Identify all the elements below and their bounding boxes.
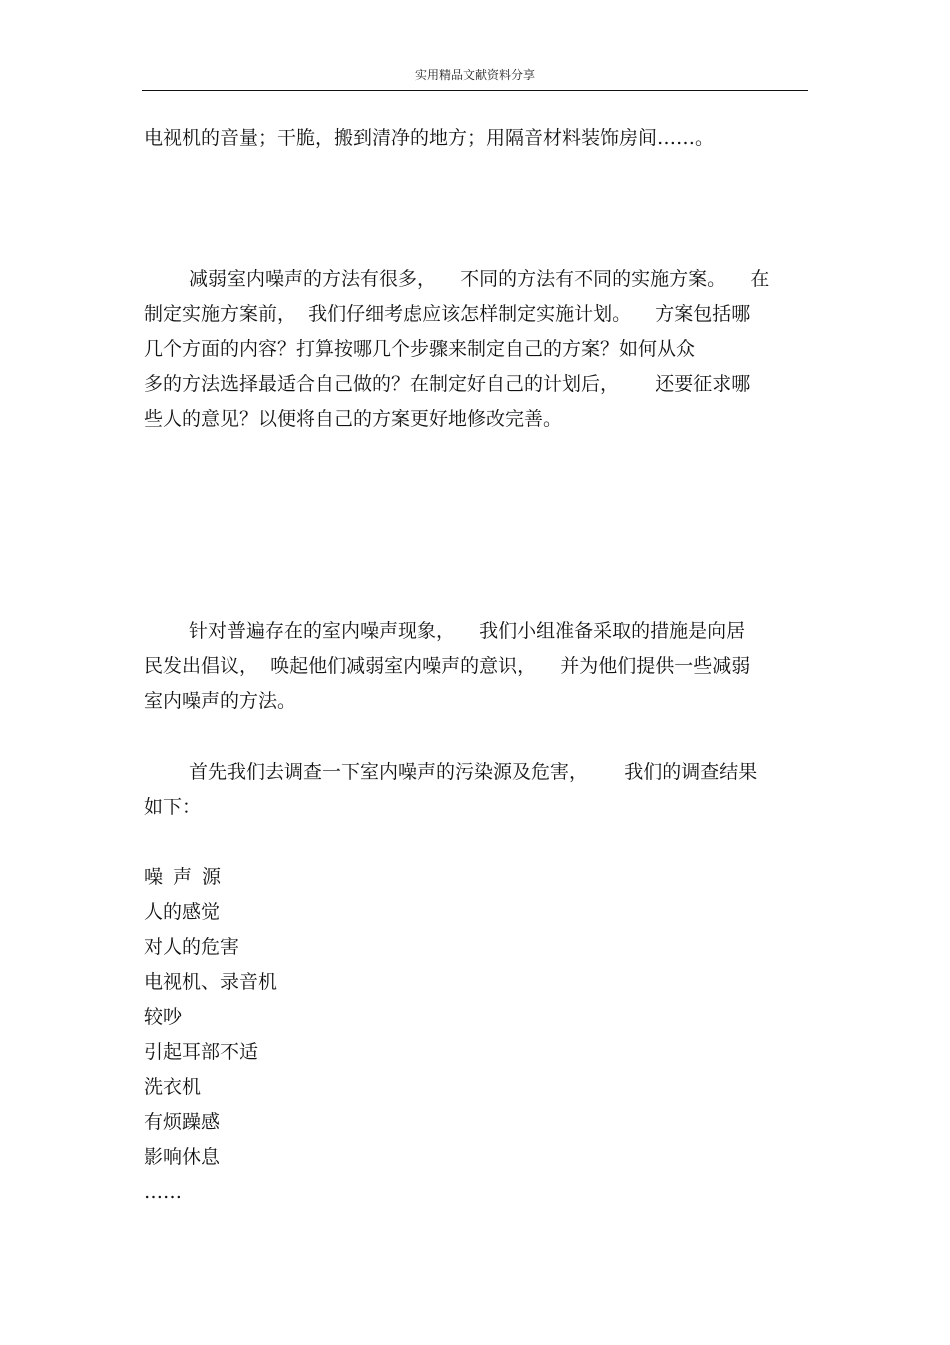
survey-header-harm: 对人的危害 [144,936,240,958]
paragraph-3-line-2: 民发出倡议， 唤起他们减弱室内噪声的意识， 并为他们提供一些减弱 [144,655,751,677]
paragraph-3-line-3: 室内噪声的方法。 [144,690,297,712]
page-header: 实用精品文献资料分享 [414,68,535,82]
survey-row-1-feeling: 较吵 [144,1006,183,1028]
header-rule [142,90,808,91]
survey-row-2-feeling: 有烦躁感 [144,1111,221,1133]
paragraph-3-line-1: 针对普遍存在的室内噪声现象， 我们小组准备采取的措施是向居 [189,620,746,642]
paragraph-2-line-2: 制定实施方案前， 我们仔细考虑应该怎样制定实施计划。 方案包括哪 [144,303,751,325]
survey-header-feeling: 人的感觉 [144,901,221,923]
paragraph-4-line-2: 如下： [144,796,202,818]
paragraph-2-line-5: 些人的意见？以便将自己的方案更好地修改完善。 [144,408,563,430]
survey-ellipsis: …… [144,1181,182,1203]
survey-row-1-source: 电视机、录音机 [144,971,278,993]
survey-row-1-harm: 引起耳部不适 [144,1041,259,1063]
paragraph-2-line-1: 减弱室内噪声的方法有很多， 不同的方法有不同的实施方案。 在 [189,268,770,290]
paragraph-2-line-3: 几个方面的内容？打算按哪几个步骤来制定自己的方案？如何从众 [144,338,696,360]
survey-row-2-source: 洗衣机 [144,1076,202,1098]
survey-row-2-harm: 影响休息 [144,1146,221,1168]
paragraph-4-line-1: 首先我们去调查一下室内噪声的污染源及危害， 我们的调查结果 [189,761,758,783]
paragraph-2-line-4: 多的方法选择最适合自己做的？在制定好自己的计划后， 还要征求哪 [144,373,751,395]
survey-header-source: 噪声源 [144,866,232,888]
paragraph-1-line-1: 电视机的音量；干脆，搬到清净的地方；用隔音材料装饰房间……。 [144,127,715,149]
